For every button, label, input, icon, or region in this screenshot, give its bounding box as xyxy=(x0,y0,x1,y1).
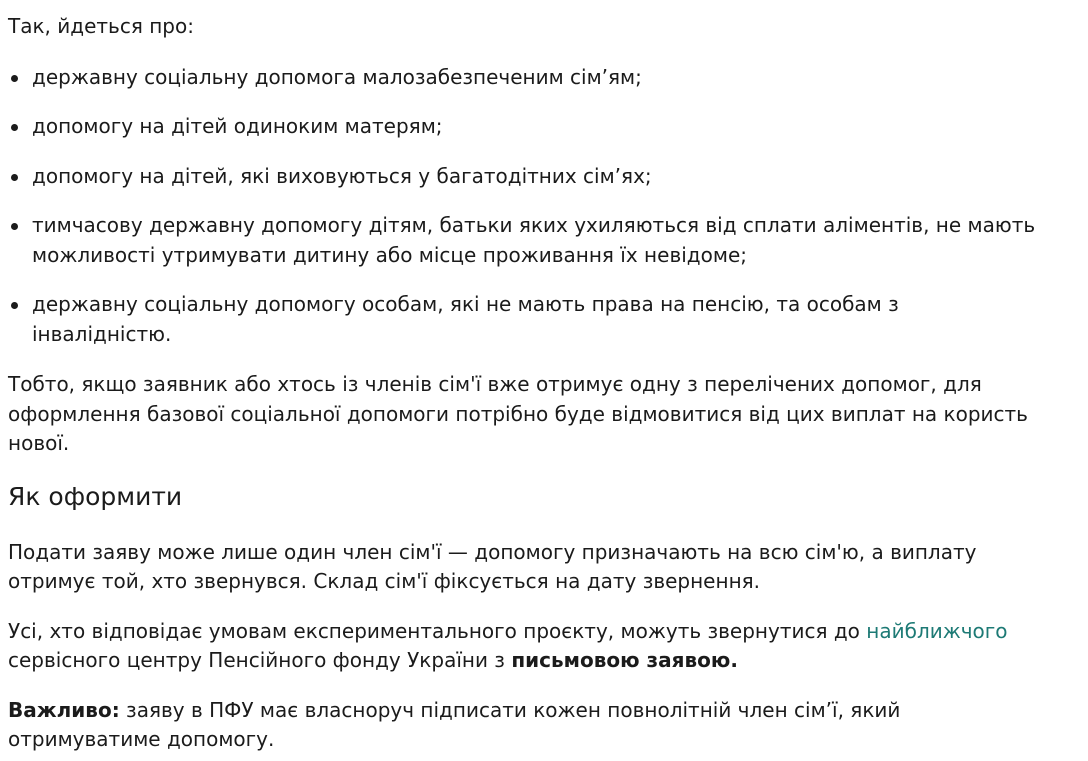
list-item: допомогу на дітей одиноким матерям; xyxy=(8,112,1042,142)
refuse-paragraph: Тобто, якщо заявник або хтось із членів сім'ї вже отримує одну з перелічених допомог, для оформлення базової соціальної допомоги потрібно буде відмовитися від цих виплат на користь нової. xyxy=(8,372,1028,455)
benefits-list xyxy=(8,63,1088,350)
service-center-paragraph xyxy=(8,617,1048,676)
important-paragraph xyxy=(8,696,1048,755)
list-item: державну соціальну допомогу особам, які не мають права на пенсію, та особам з інвалідністю. xyxy=(8,290,1042,349)
intro-text: Так, йдеться про: xyxy=(8,14,194,38)
important-text: заяву в ПФУ має власноруч підписати кожен повнолітній член сім’ї, який отримуватиме допомогу. xyxy=(8,697,901,751)
written-application-emphasis: письмовою заявою. xyxy=(511,648,738,672)
list-item: тимчасову державну допомогу дітям, батьки яких ухиляються від сплати аліментів, не мають можливості утримувати дитину або місце проживання їх невідоме; xyxy=(8,211,1042,270)
service-center-text-before: Усі, хто відповідає умовам експериментального проєкту, можуть звернутися до xyxy=(8,618,867,643)
important-label: Важливо: xyxy=(8,697,120,722)
nearest-center-link[interactable]: найближчого xyxy=(866,618,1008,643)
apply-paragraph: Подати заяву може лише один член сім'ї — допомогу призначають на всю сім'ю, а виплату отримує той, хто звернувся. Склад сім'ї фіксується на дату звернення. xyxy=(8,539,977,593)
section-heading: Як оформити xyxy=(8,481,183,511)
list-item: державну соціальну допомога малозабезпеченим сім’ям; xyxy=(8,63,1042,93)
service-center-text-middle: сервісного центру Пенсійного фонду України з xyxy=(8,648,512,672)
list-item: допомогу на дітей, які виховуються у багатодітних сім’ях; xyxy=(8,162,1042,192)
